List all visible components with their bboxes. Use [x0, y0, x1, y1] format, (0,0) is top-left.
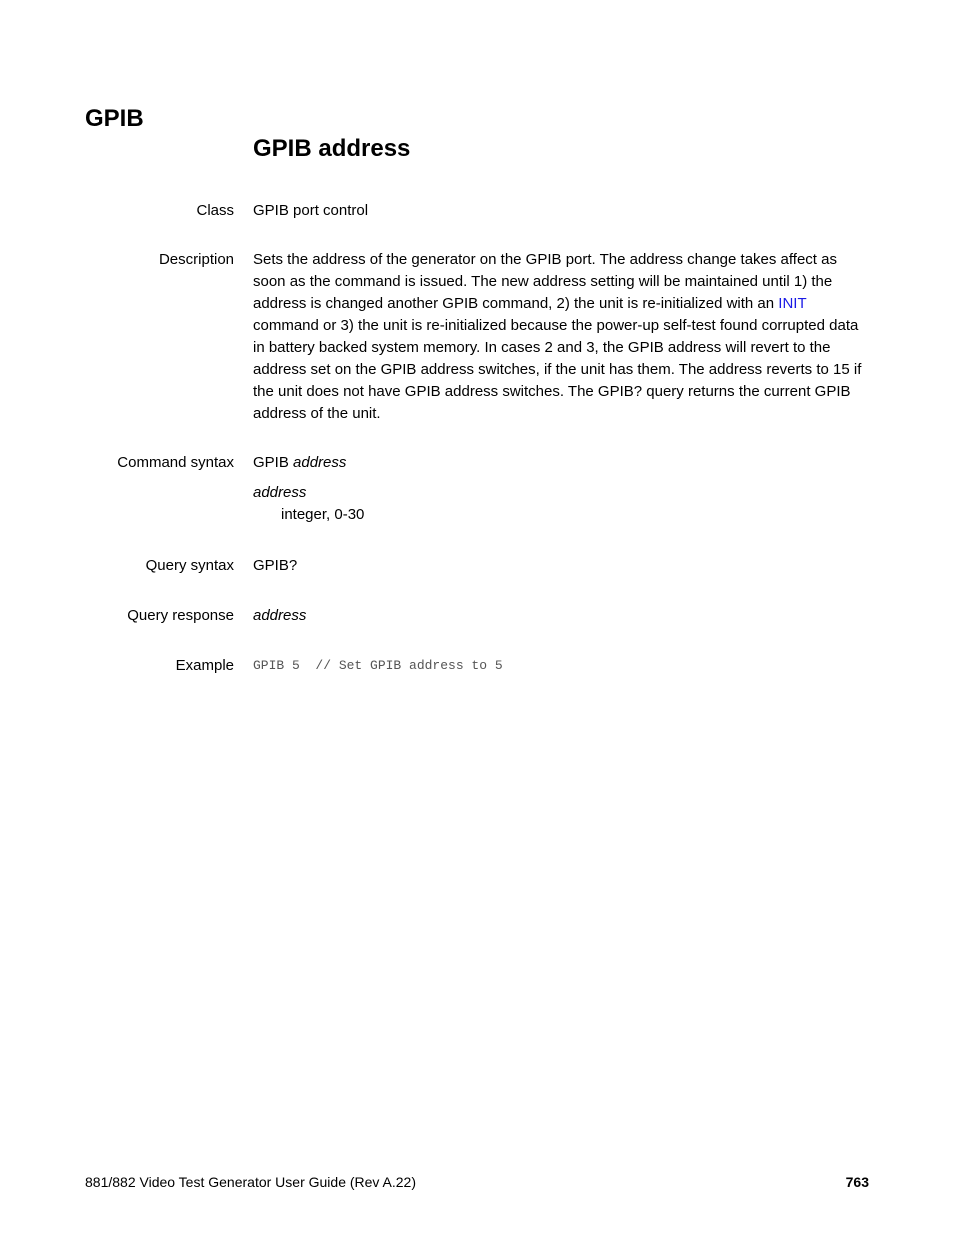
query-syntax-label: Query syntax: [145, 557, 234, 574]
footer-guide-title: 881/882 Video Test Generator User Guide (Rev A.22): [85, 1174, 417, 1190]
command-name-heading: GPIB: [85, 105, 144, 132]
init-link[interactable]: INIT: [778, 295, 807, 312]
command-syntax-line: [253, 452, 870, 474]
description-text: [253, 249, 870, 425]
example-label: Example: [175, 657, 234, 674]
query-response-value: address: [253, 607, 307, 624]
class-label: Class: [196, 202, 234, 219]
command-syntax-param: address: [293, 454, 347, 471]
description-text-part2: command or 3) the unit is re-initialized because the power-up self-test found corrupted data in battery backed system memory. In cases 2 and 3, the GPIB address will revert to the address set on the GPIB address switches, if the unit has them. The address reverts to 15 if the unit does not have GPIB address switches. The GPIB? query returns the current GPIB address of the unit.: [253, 317, 862, 422]
class-value: GPIB port control: [253, 202, 369, 219]
param-name: address: [253, 484, 307, 501]
page-title: GPIB address: [253, 135, 411, 162]
command-syntax-value: [253, 452, 870, 526]
description-label: Description: [158, 251, 234, 268]
command-syntax-command: GPIB: [253, 454, 289, 471]
query-response-label: Query response: [127, 607, 234, 624]
description-text-part1: Sets the address of the generator on the GPIB port. The address change takes affect as soon as the command is issued. The new address setting will be maintained until 1) the address is changed another GPIB command, 2) the unit is re-initialized with an: [253, 251, 837, 312]
command-syntax-label: Command syntax: [117, 454, 234, 471]
param-description: integer, 0-30: [281, 506, 365, 523]
example-code: GPIB 5 // Set GPIB address to 5: [253, 658, 503, 673]
footer-page-number: 763: [845, 1174, 869, 1190]
query-syntax-value: GPIB?: [253, 557, 298, 574]
